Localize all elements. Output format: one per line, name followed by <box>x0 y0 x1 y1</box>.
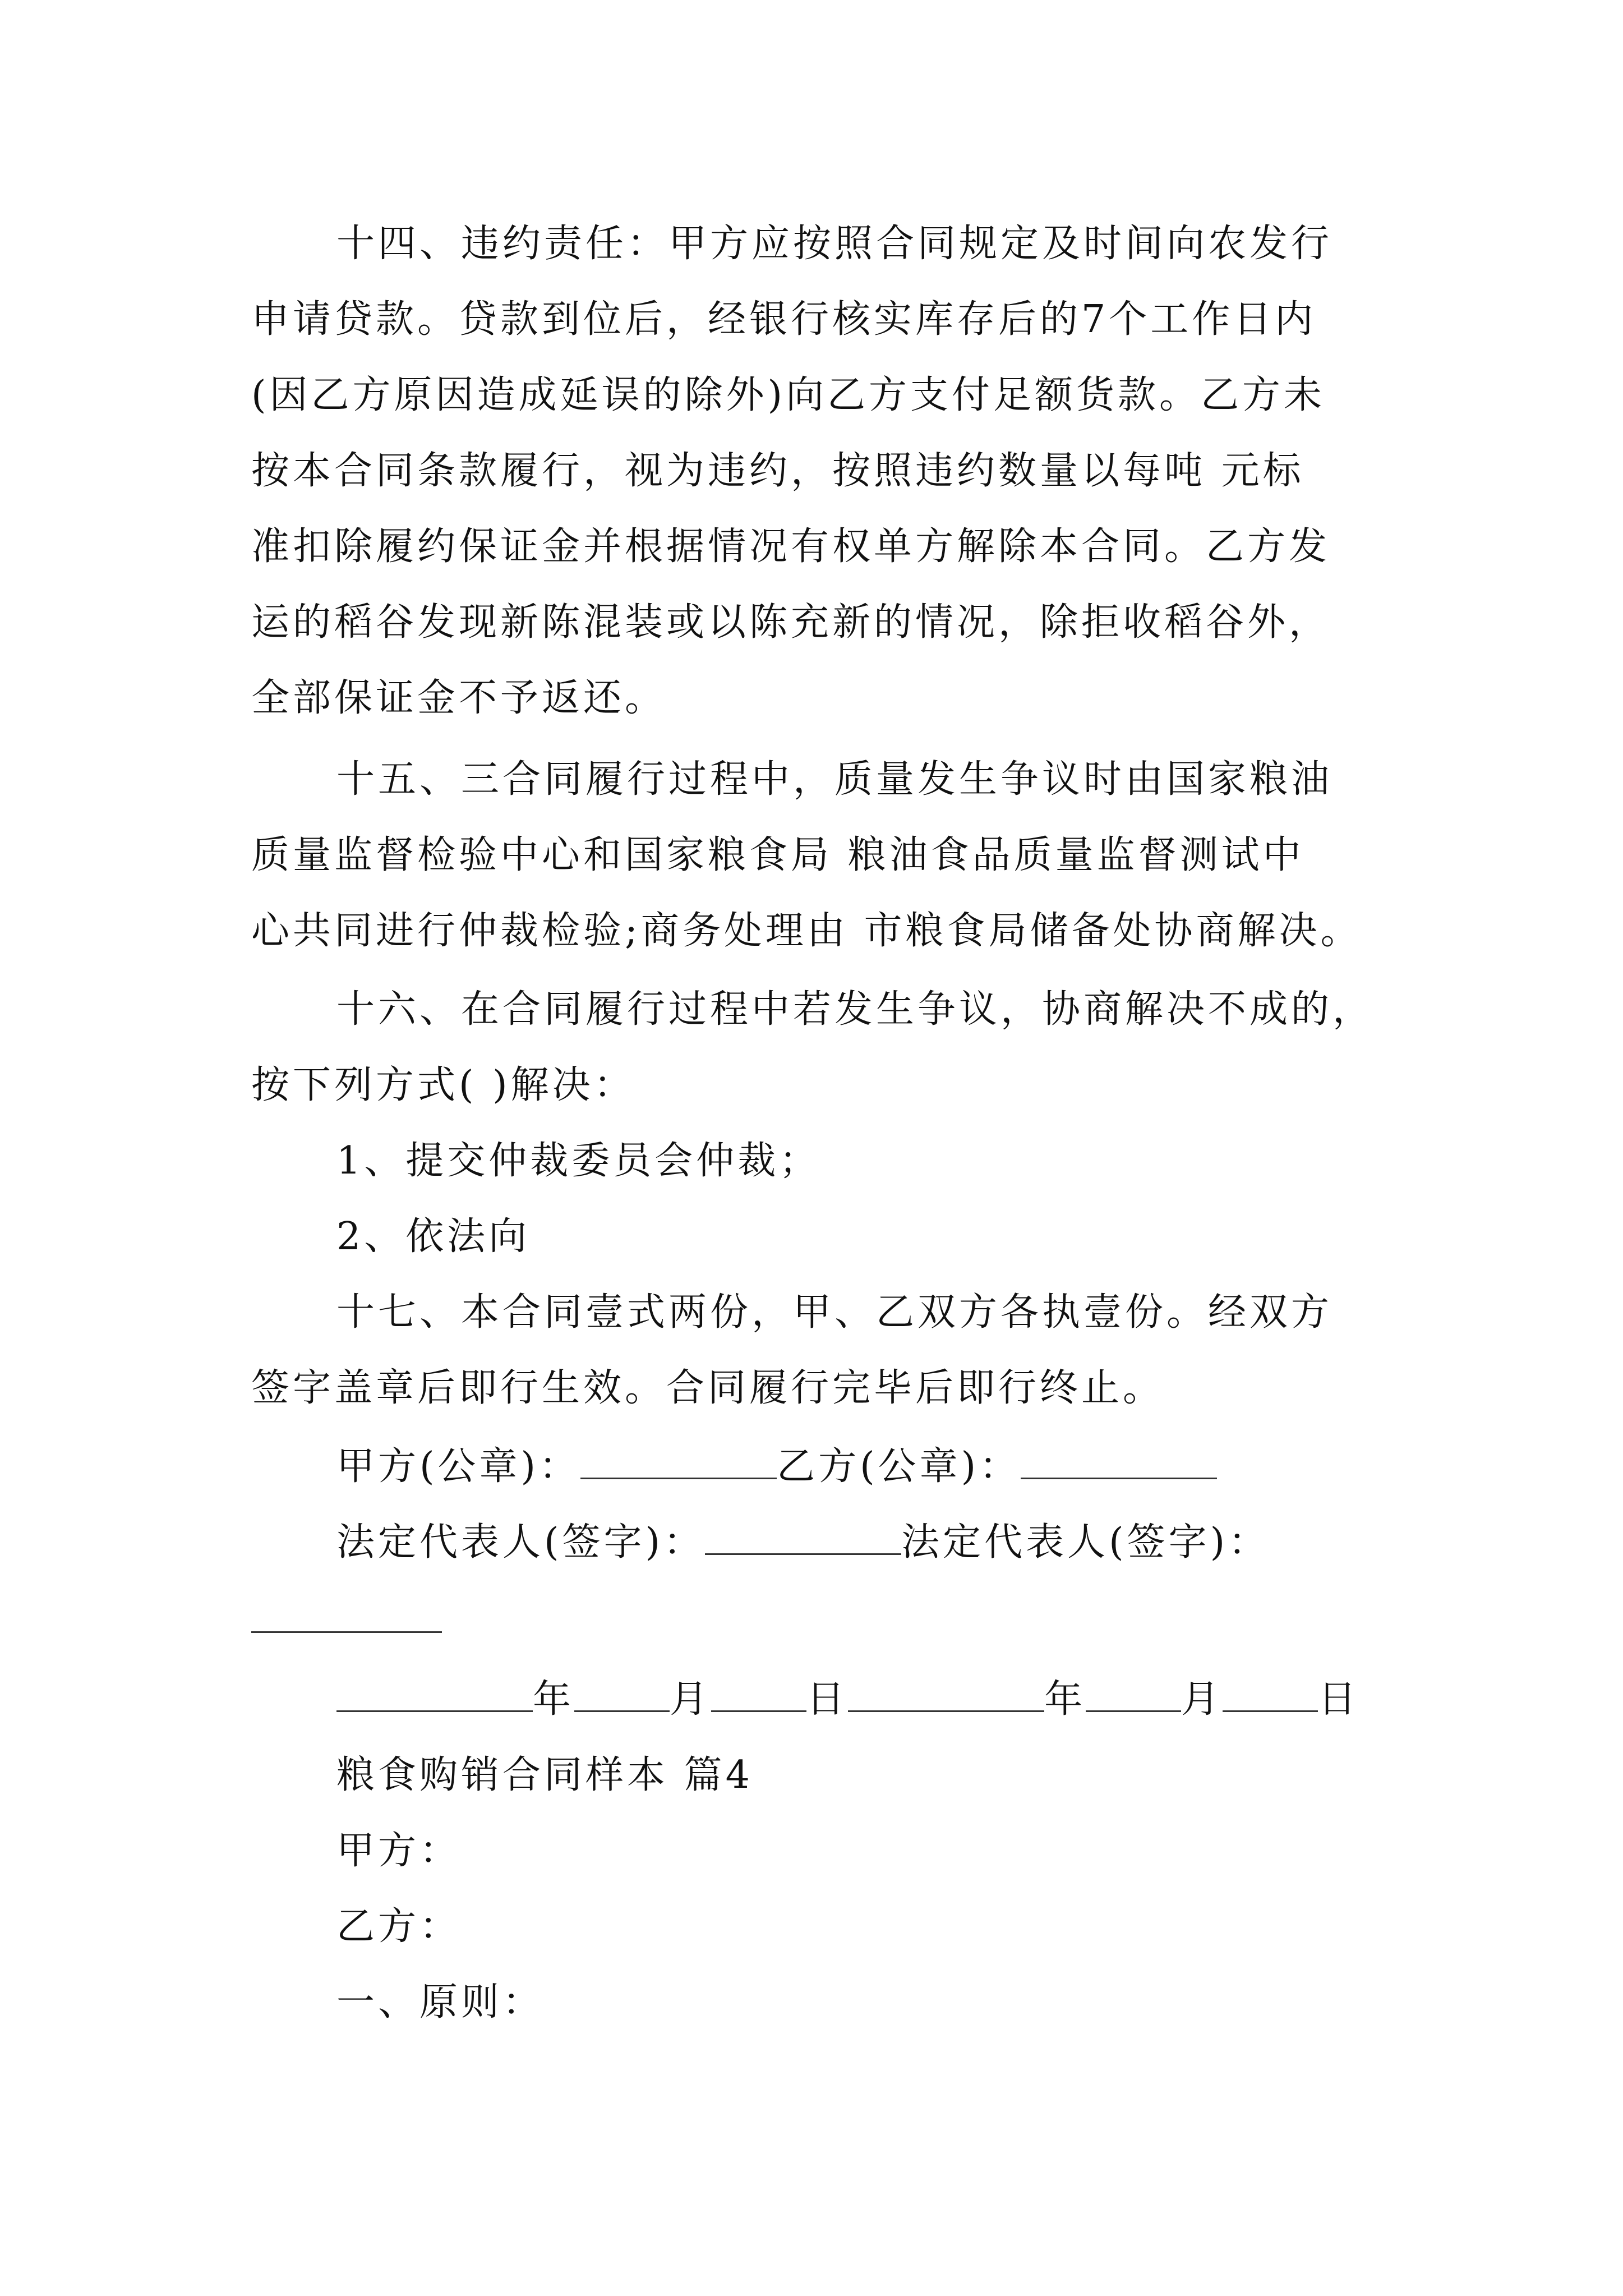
representative-line <box>336 1517 1270 1568</box>
day-blank-a <box>711 1676 806 1712</box>
seal-line <box>336 1442 1217 1492</box>
paragraph-16-line-1: 十六、在合同履行过程中若发生争议，协商解决不成的， <box>336 987 1375 1032</box>
year-label-a: 年 <box>533 1677 575 1722</box>
list-item-2: 2、依法向 <box>336 1214 531 1259</box>
paragraph-14-line-2: 申请贷款。贷款到位后，经银行核实库存后的7个工作日内 <box>251 297 1317 342</box>
month-label-b: 月 <box>1181 1677 1223 1722</box>
paragraph-17-line-2: 签字盖章后即行生效。合同履行完毕后即行终止。 <box>251 1366 1165 1410</box>
list-item-1: 1、提交仲裁委员会仲裁； <box>336 1139 821 1183</box>
section-title: 粮食购销合同样本 篇4 <box>336 1753 753 1797</box>
party-b-label: 乙方： <box>336 1904 462 1949</box>
paragraph-17-line-1: 十七、本合同壹式两份，甲、乙双方各执壹份。经双方 <box>336 1290 1333 1335</box>
party-a-seal-label: 甲方(公章)： <box>336 1444 581 1489</box>
paragraph-15-line-2: 质量监督检验中心和国家粮食局 粮油食品质量监督测试中 <box>251 833 1304 877</box>
day-label-b: 日 <box>1318 1677 1360 1722</box>
paragraph-14-line-7: 全部保证金不予返还。 <box>251 676 667 720</box>
paragraph-14-line-1: 十四、违约责任：甲方应按照合同规定及时间向农发行 <box>336 222 1333 266</box>
paragraph-14-line-6: 运的稻谷发现新陈混装或以陈充新的情况，除拒收稻谷外， <box>251 600 1331 645</box>
party-a-seal-blank <box>580 1443 777 1479</box>
day-label-a: 日 <box>806 1677 849 1722</box>
month-blank-a <box>574 1676 670 1712</box>
party-a-label: 甲方： <box>336 1829 462 1873</box>
paragraph-14-line-3: (因乙方原因造成延误的除外)向乙方支付足额货款。乙方未 <box>251 373 1326 417</box>
paragraph-15-line-1: 十五、三合同履行过程中，质量发生争议时由国家粮油 <box>336 757 1333 802</box>
party-b-rep-blank <box>251 1631 442 1633</box>
year-blank-a <box>336 1676 533 1712</box>
party-a-rep-blank <box>705 1519 901 1555</box>
day-blank-b <box>1223 1676 1318 1712</box>
paragraph-14-line-5: 准扣除履约保证金并根据情况有权单方解除本合同。乙方发 <box>251 524 1331 569</box>
party-b-seal-label: 乙方(公章)： <box>777 1444 1021 1489</box>
year-label-b: 年 <box>1044 1677 1086 1722</box>
paragraph-16-line-2: 按下列方式( )解决： <box>251 1063 635 1107</box>
month-label-a: 月 <box>670 1677 712 1722</box>
paragraph-14-line-4: 按本合同条款履行，视为违约，按照违约数量以每吨 元标 <box>251 449 1304 493</box>
month-blank-b <box>1086 1676 1181 1712</box>
date-line <box>336 1674 1359 1725</box>
party-a-rep-label: 法定代表人(签字)： <box>336 1520 706 1565</box>
year-blank-b <box>848 1676 1044 1712</box>
paragraph-15-line-3: 心共同进行仲裁检验;商务处理由 市粮食局储备处协商解决。 <box>251 909 1362 953</box>
party-b-rep-label: 法定代表人(签字)： <box>901 1520 1270 1565</box>
principle-heading: 一、原则： <box>336 1980 545 2024</box>
party-b-seal-blank <box>1021 1443 1217 1479</box>
